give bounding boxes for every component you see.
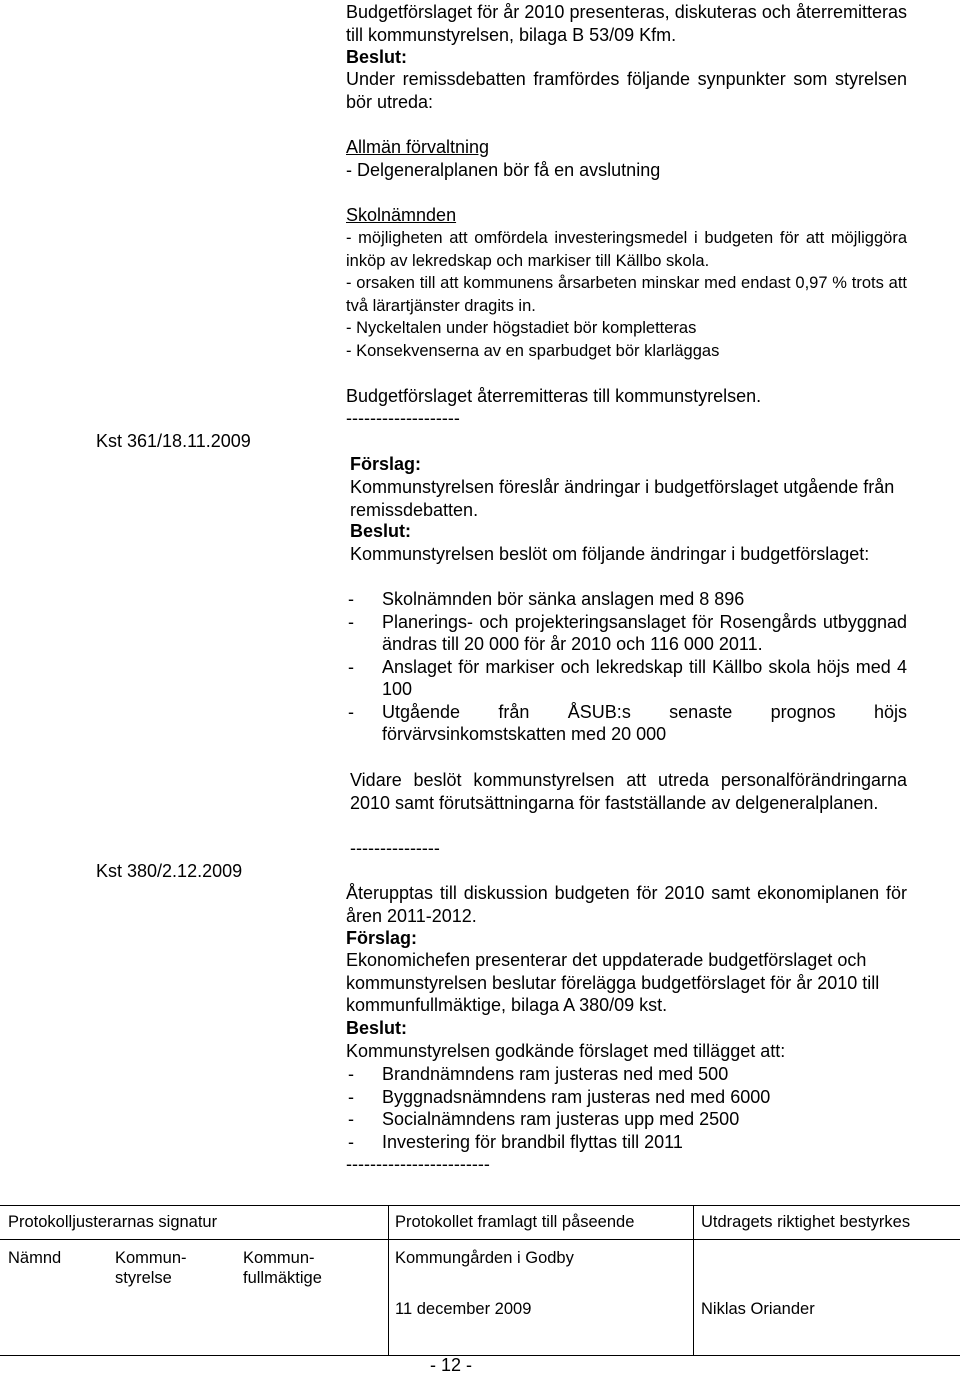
list-item: - Utgående från ÅSUB:s senaste prognos höjs förvärvsinkomstskatten med 20 000 bbox=[348, 701, 907, 744]
list-item-text: Utgående från ÅSUB:s senaste prognos höjs förvärvsinkomstskatten med 20 000 bbox=[382, 701, 907, 744]
skola-heading: Skolnämnden bbox=[346, 205, 457, 225]
forslag-label: Förslag: bbox=[350, 454, 422, 474]
allman-item: - Delgeneralplanen bör få en avslutning bbox=[346, 160, 661, 180]
skola-item: - möjligheten att omfördela investeringsmedel i budgeten för att möjliggöra inköp av lekredskap och markiser till Källbo skola. bbox=[346, 229, 907, 270]
signer-name: Niklas Oriander bbox=[701, 1300, 815, 1318]
vidare-paragraph: Vidare beslöt kommunstyrelsen att utreda personalförändringarna 2010 samt förutsättningarna för fastställande av delgeneralplanen. bbox=[350, 770, 907, 813]
list-item: - Skolnämnden bör sänka anslagen med 8 896 bbox=[348, 588, 907, 611]
page-number: - 12 - bbox=[430, 1355, 473, 1375]
beslut-label-3: Beslut: bbox=[346, 1018, 408, 1038]
beslut-text: Kommunstyrelsen beslöt om följande ändringar i budgetförslaget: bbox=[350, 544, 870, 564]
beslut-label-2: Beslut: bbox=[350, 521, 412, 541]
utdrag-header: Utdragets riktighet bestyrkes bbox=[701, 1213, 911, 1231]
forslag-label: Förslag: bbox=[346, 928, 418, 948]
beslut-label-1: Beslut: bbox=[346, 47, 408, 67]
list-item: - Brandnämndens ram justeras ned med 500 bbox=[348, 1064, 729, 1084]
table-divider bbox=[0, 1239, 960, 1240]
separator: ------------------------ bbox=[346, 1154, 490, 1174]
list-item-text: Investering för brandbil flyttas till 2011 bbox=[382, 1131, 683, 1152]
list-item-text: Byggnadsnämndens ram justeras ned med 6000 bbox=[382, 1086, 771, 1107]
list-item-text: Brandnämndens ram justeras ned med 500 bbox=[382, 1064, 729, 1084]
skola-list bbox=[346, 227, 907, 362]
list-item: - Byggnadsnämndens ram justeras ned med 6000 bbox=[348, 1086, 771, 1107]
signature-table bbox=[0, 1205, 960, 1356]
case-reference: Kst 361/18.11.2009 bbox=[96, 431, 251, 451]
tillagg-list bbox=[348, 1063, 907, 1153]
place-text: Kommungården i Godby bbox=[395, 1249, 574, 1267]
list-item: - Investering för brandbil flyttas till 2011 bbox=[348, 1131, 683, 1152]
list-item-text: Anslaget för markiser och lekredskap till Källbo skola höjs med 4 100 bbox=[382, 656, 907, 699]
separator: ------------------- bbox=[346, 408, 460, 428]
list-item-text: Planerings- och projekteringsanslaget för Rosengårds utbyggnad ändras till 20 000 för år 2010 och 116 000 2011. bbox=[382, 611, 907, 654]
list-item: - Anslaget för markiser och lekredskap till Källbo skola höjs med 4 100 bbox=[348, 656, 907, 699]
kommunstyrelse-label: Kommun- styrelse bbox=[115, 1249, 187, 1287]
forslag-text: Kommunstyrelsen föreslår ändringar i budgetförslaget utgående från remissdebatten. bbox=[350, 477, 895, 520]
ateruppta-paragraph: Återupptas till diskussion budgeten för 2010 samt ekonomiplanen för åren 2011-2012. bbox=[346, 883, 907, 926]
signatur-header: Protokolljusterarnas signatur bbox=[8, 1213, 218, 1231]
case-reference: Kst 380/2.12.2009 bbox=[96, 861, 243, 881]
date-text: 11 december 2009 bbox=[395, 1300, 532, 1318]
andringar-list bbox=[348, 588, 907, 746]
skola-item: - Nyckeltalen under högstadiet bör kompletteras bbox=[346, 319, 697, 337]
skola-item: - orsaken till att kommunens årsarbeten minskar med endast 0,97 % trots att två lärartjänster dragits in. bbox=[346, 274, 907, 315]
table-divider bbox=[388, 1206, 389, 1355]
list-item: - Planerings- och projekteringsanslaget för Rosengårds utbyggnad ändras till 20 000 för år 2010 och 116 000 2011. bbox=[348, 611, 907, 654]
framlagt-header: Protokollet framlagt till påseende bbox=[395, 1213, 635, 1231]
allman-heading: Allmän förvaltning bbox=[346, 137, 490, 157]
separator: --------------- bbox=[350, 838, 440, 858]
remiss-paragraph: Under remissdebatten framfördes följande synpunkter som styrelsen bör utreda: bbox=[346, 69, 907, 112]
list-item: - Socialnämndens ram justeras upp med 2500 bbox=[348, 1109, 740, 1129]
table-divider bbox=[693, 1206, 694, 1355]
aterremiss-text: Budgetförslaget återremitteras till kommunstyrelsen. bbox=[346, 386, 762, 406]
namnd-label: Nämnd bbox=[8, 1249, 62, 1267]
forslag-text: Ekonomichefen presenterar det uppdaterade budgetförslaget och kommunstyrelsen beslutar förelägga budgetförslaget för år 2010 till kommunfullmäktige, bilaga A 380/09 kst. bbox=[346, 950, 880, 1015]
kommunfullmaktige-label: Kommun- fullmäktige bbox=[243, 1249, 322, 1287]
list-item-text: Socialnämndens ram justeras upp med 2500 bbox=[382, 1109, 740, 1129]
list-item-text: Skolnämnden bör sänka anslagen med 8 896 bbox=[382, 589, 745, 609]
intro-paragraph: Budgetförslaget för år 2010 presenteras, diskuteras och återremitteras till kommunstyrelsen, bilaga B 53/09 Kfm. bbox=[346, 2, 907, 45]
beslut-text: Kommunstyrelsen godkände förslaget med tillägget att: bbox=[346, 1041, 786, 1061]
skola-item: - Konsekvenserna av en sparbudget bör klarläggas bbox=[346, 341, 720, 360]
